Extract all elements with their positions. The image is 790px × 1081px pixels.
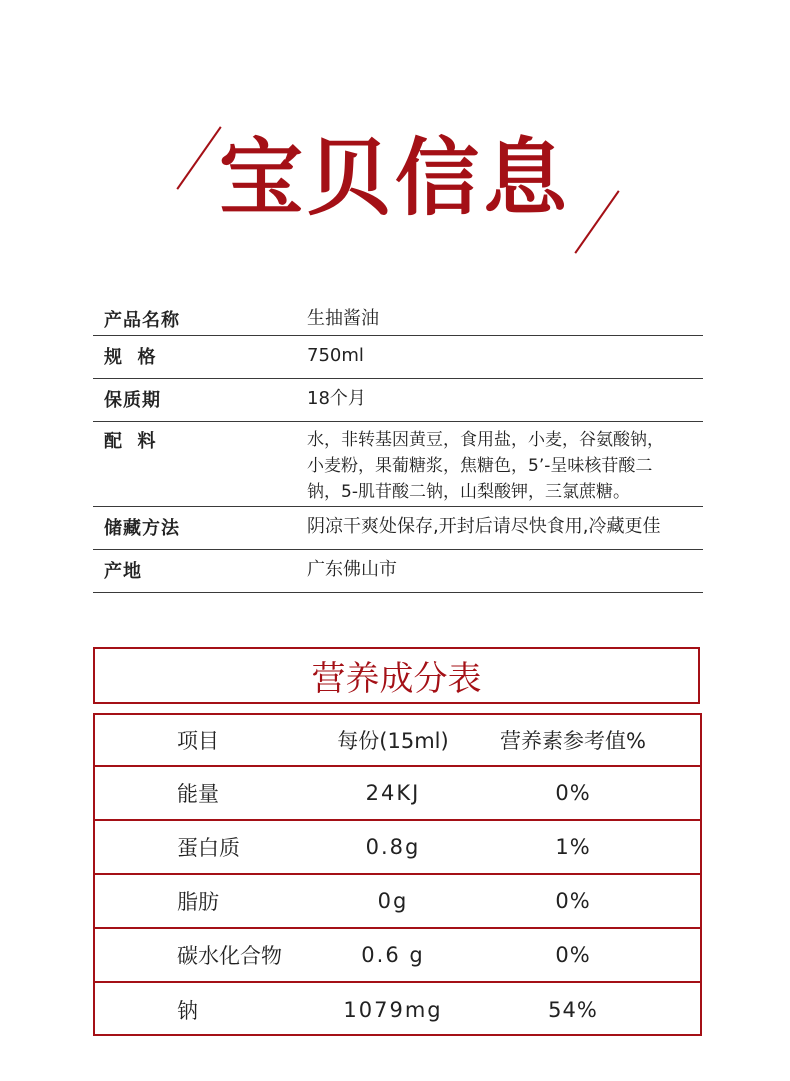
info-value: 生抽酱油 [307,308,379,329]
nutrient-nrv: 54% [548,998,598,1022]
info-label: 规 格 [104,347,157,368]
table-row [95,767,700,821]
ingredients-line: 水，非转基因黄豆，食用盐，小麦，谷氨酸钠， [307,430,664,450]
table-row [95,929,700,983]
table-row [95,821,700,875]
nutrition-table-heading: 营养成分表 [93,647,700,704]
nutrient-name: 碳水化合物 [177,944,282,968]
info-row-shelf-life [93,379,703,422]
nutrient-name: 蛋白质 [177,836,240,860]
nutrient-nrv: 0% [555,943,591,967]
info-row-spec [93,336,703,379]
column-header-nrv: 营养素参考值% [500,729,646,753]
page-title: 宝贝信息 [218,129,571,227]
info-value: 阴凉干爽处保存,开封后请尽快食用,冷藏更佳 [307,516,661,537]
info-label: 产品名称 [104,310,180,331]
info-label: 配 料 [104,431,157,452]
info-row-origin [93,550,703,593]
column-header-item: 项目 [177,729,219,753]
table-row [95,983,700,1037]
nutrition-header-row [95,715,700,767]
nutrient-name: 能量 [177,782,219,806]
column-header-per-serving: 每份(15ml) [337,729,449,753]
info-value: 18个月 [307,388,366,409]
info-value [307,422,703,505]
nutrient-nrv: 0% [555,781,591,805]
nutrient-amount: 0.8g [365,835,421,859]
nutrient-amount: 1079mg [343,998,443,1022]
nutrition-table [93,713,702,1036]
info-row-product-name [93,298,703,336]
ingredients-line: 小麦粉，果葡糖浆，焦糖色，5’-呈味核苷酸二 [307,456,653,476]
info-value: 750ml [307,345,364,366]
nutrient-amount: 0g [377,889,409,913]
nutrient-nrv: 1% [555,835,591,859]
nutrient-nrv: 0% [555,889,591,913]
ingredients-line: 钠，5-肌苷酸二钠，山梨酸钾，三氯蔗糖。 [307,482,630,502]
info-label: 产地 [104,561,142,582]
table-row [95,875,700,929]
info-row-storage [93,507,703,550]
nutrient-amount: 24KJ [365,781,421,805]
info-label: 储藏方法 [104,518,180,539]
product-info-table [93,298,703,593]
nutrient-name: 脂肪 [177,890,219,914]
info-row-ingredients [93,422,703,507]
nutrient-amount: 0.6 g [361,943,425,967]
nutrient-name: 钠 [177,999,198,1023]
info-label: 保质期 [104,390,161,411]
info-value: 广东佛山市 [307,559,397,580]
